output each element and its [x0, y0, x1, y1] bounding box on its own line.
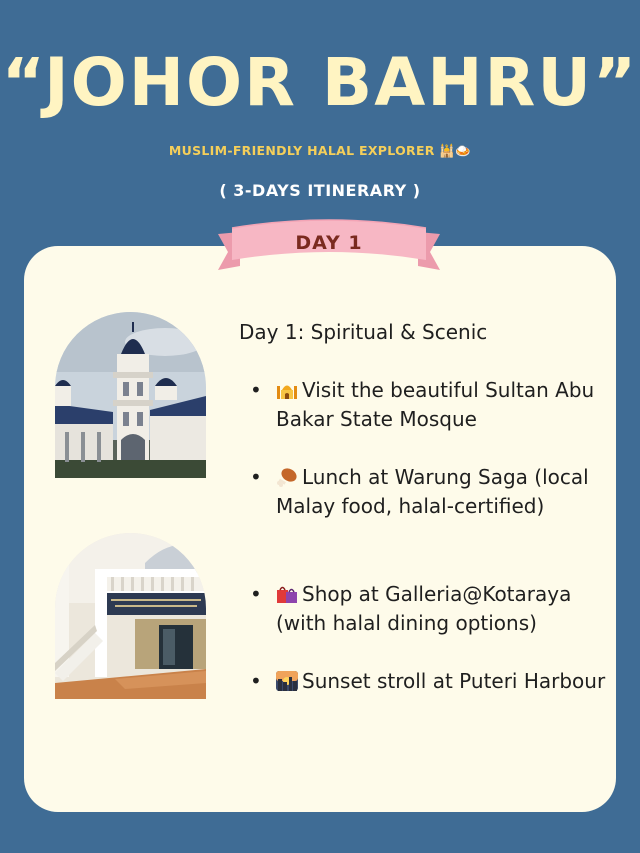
list-item-text: Shop at Galleria@Kotaraya (with halal dining options): [276, 582, 572, 635]
subtitle: MUSLIM-FRIENDLY HALAL EXPLORER 🕌🍛: [168, 143, 472, 158]
day-heading: Day 1: Spiritual & Scenic: [239, 320, 488, 344]
list-item-text: Lunch at Warung Saga (local Malay food, halal-certified): [276, 465, 589, 518]
bullet: •: [250, 378, 262, 402]
chicken-leg-icon: [276, 467, 298, 487]
bullet: •: [250, 582, 262, 606]
mosque-entrance-photo: [55, 533, 206, 699]
shopping-bags-icon: [276, 584, 298, 604]
bullet: •: [250, 669, 262, 693]
page-title: “JOHOR BAHRU”: [1, 44, 639, 121]
itinerary-label: ( 3-DAYS ITINERARY ): [219, 181, 421, 200]
list-item-text: Sunset stroll at Puteri Harbour: [276, 667, 606, 696]
sunset-city-icon: [276, 671, 298, 691]
list-item-text: Visit the beautiful Sultan Abu Bakar State Mosque: [276, 378, 595, 431]
bullet: •: [250, 465, 262, 489]
mosque-photo: [55, 312, 206, 478]
day-ribbon-label: DAY 1: [295, 232, 363, 254]
mosque-icon: [276, 380, 298, 400]
